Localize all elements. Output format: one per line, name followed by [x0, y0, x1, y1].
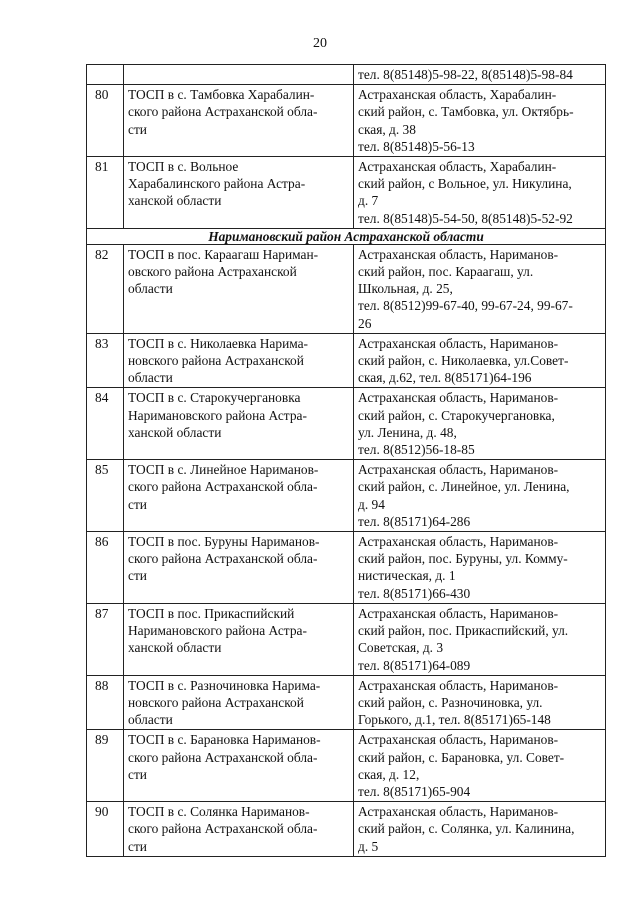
table-row — [87, 460, 606, 532]
row-number: 82 — [87, 244, 124, 333]
name-line: ханской области — [128, 424, 222, 440]
address-line: ский район, пос. Прикаспийский, ул. — [358, 623, 569, 639]
address-line: ская, д. 12, — [358, 766, 420, 782]
address-line: ский район, с. Солянка, ул. Калинина, — [358, 821, 575, 837]
office-name — [124, 65, 354, 85]
office-address — [354, 157, 606, 229]
office-name — [124, 532, 354, 604]
table-row — [87, 675, 606, 730]
row-number: 86 — [87, 532, 124, 604]
address-line: ский район, с. Барановка, ул. Совет- — [358, 749, 565, 765]
row-number: 85 — [87, 460, 124, 532]
address-line: ская, д.62, тел. 8(85171)64-196 — [358, 370, 532, 386]
address-line: тел. 8(85171)64-089 — [358, 657, 471, 673]
name-line: ТОСП в с. Тамбовка Харабалин- — [128, 87, 315, 103]
name-line: ского района Астраханской обла- — [128, 104, 318, 120]
name-line: ТОСП в пос. Караагаш Нариман- — [128, 246, 319, 262]
table-row — [87, 157, 606, 229]
name-line: новского района Астраханской — [128, 353, 304, 369]
office-address — [354, 460, 606, 532]
table-row — [87, 388, 606, 460]
address-line: Астраханская область, Харабалин- — [358, 159, 557, 175]
table-row — [87, 532, 606, 604]
name-line: сти — [128, 766, 147, 782]
address-line: ский район, с. Линейное, ул. Ленина, — [358, 479, 570, 495]
name-line: Наримановского района Астра- — [128, 623, 307, 639]
address-line: д. 94 — [358, 496, 385, 512]
name-line: овского района Астраханской — [128, 264, 297, 280]
name-line: ского района Астраханской обла- — [128, 749, 318, 765]
row-number: 90 — [87, 802, 124, 857]
page-number: 20 — [313, 36, 327, 51]
address-line: Советская, д. 3 — [358, 640, 444, 656]
address-line: тел. 8(85148)5-98-22, 8(85148)5-98-84 — [358, 67, 573, 82]
office-name — [124, 333, 354, 388]
name-line: новского района Астраханской — [128, 694, 304, 710]
name-line: ТОСП в пос. Буруны Нариманов- — [128, 534, 320, 550]
address-line: Астраханская область, Нариманов- — [358, 335, 559, 351]
name-line: ТОСП в с. Николаевка Нарима- — [128, 335, 309, 351]
row-number — [87, 65, 124, 85]
name-line: области — [128, 281, 173, 297]
address-line: Астраханская область, Нариманов- — [358, 390, 559, 406]
office-name — [124, 460, 354, 532]
office-name — [124, 603, 354, 675]
name-line: ского района Астраханской обла- — [128, 479, 318, 495]
address-line: нистическая, д. 1 — [358, 568, 456, 584]
section-row — [87, 228, 606, 244]
name-line: области — [128, 712, 173, 728]
office-address — [354, 730, 606, 802]
table-row — [87, 603, 606, 675]
office-address — [354, 244, 606, 333]
address-line: тел. 8(8512)56-18-85 — [358, 442, 475, 458]
section-title: Наримановский район Астраханской области — [87, 228, 606, 244]
address-line: 26 — [358, 315, 372, 331]
table-row — [87, 802, 606, 857]
address-line: д. 7 — [358, 193, 379, 209]
address-line: ский район, с Вольное, ул. Никулина, — [358, 176, 572, 192]
row-number: 87 — [87, 603, 124, 675]
office-address — [354, 333, 606, 388]
address-line: тел. 8(85171)65-904 — [358, 783, 471, 799]
address-line: тел. 8(85148)5-56-13 — [358, 138, 475, 154]
address-line: Астраханская область, Нариманов- — [358, 732, 559, 748]
name-line: сти — [128, 838, 147, 854]
address-line: тел. 8(85171)64-286 — [358, 513, 471, 529]
table-row — [87, 85, 606, 157]
address-line: Астраханская область, Нариманов- — [358, 462, 559, 478]
office-address — [354, 603, 606, 675]
name-line: ТОСП в с. Разночиновка Нарима- — [128, 677, 321, 693]
table-row — [87, 730, 606, 802]
office-address — [354, 85, 606, 157]
address-line: д. 5 — [358, 838, 379, 854]
row-number: 83 — [87, 333, 124, 388]
name-line: сти — [128, 496, 147, 512]
name-line: ТОСП в с. Линейное Нариманов- — [128, 462, 319, 478]
office-address — [354, 675, 606, 730]
address-line: Школьная, д. 25, — [358, 281, 453, 297]
address-line: ский район, пос. Буруны, ул. Комму- — [358, 551, 568, 567]
address-line: тел. 8(85171)66-430 — [358, 585, 471, 601]
office-name — [124, 85, 354, 157]
office-name — [124, 388, 354, 460]
office-name — [124, 675, 354, 730]
address-line: ский район, с. Старокучергановка, — [358, 407, 555, 423]
office-name — [124, 730, 354, 802]
address-line: Горького, д.1, тел. 8(85171)65-148 — [358, 712, 551, 728]
address-line: ская, д. 38 — [358, 121, 416, 137]
address-line: Астраханская область, Нариманов- — [358, 677, 559, 693]
name-line: ского района Астраханской обла- — [128, 821, 318, 837]
office-address — [354, 802, 606, 857]
address-line: тел. 8(8512)99-67-40, 99-67-24, 99-67- — [358, 298, 573, 314]
name-line: ТОСП в с. Барановка Нариманов- — [128, 732, 321, 748]
name-line: Наримановского района Астра- — [128, 407, 307, 423]
name-line: Харабалинского района Астра- — [128, 176, 306, 192]
name-line: ханской области — [128, 640, 222, 656]
row-number: 80 — [87, 85, 124, 157]
office-address — [354, 388, 606, 460]
address-line: ул. Ленина, д. 48, — [358, 424, 457, 440]
name-line: области — [128, 370, 173, 386]
address-line: Астраханская область, Нариманов- — [358, 804, 559, 820]
row-number: 81 — [87, 157, 124, 229]
row-number: 88 — [87, 675, 124, 730]
office-name — [124, 802, 354, 857]
name-line: ского района Астраханской обла- — [128, 551, 318, 567]
address-line: ский район, с. Разночиновка, ул. — [358, 694, 543, 710]
name-line: сти — [128, 568, 147, 584]
row-number: 89 — [87, 730, 124, 802]
address-line: ский район, с. Тамбовка, ул. Октябрь- — [358, 104, 574, 120]
table-row — [87, 244, 606, 333]
tosp-table — [86, 64, 606, 857]
office-name — [124, 157, 354, 229]
table-row — [87, 65, 606, 85]
name-line: ТОСП в с. Вольное — [128, 159, 239, 175]
name-line: ТОСП в пос. Прикаспийский — [128, 605, 295, 621]
address-line: Астраханская область, Нариманов- — [358, 605, 559, 621]
office-name — [124, 244, 354, 333]
office-address — [354, 532, 606, 604]
office-address — [354, 65, 606, 85]
name-line: сти — [128, 121, 147, 137]
name-line: ТОСП в с. Солянка Нариманов- — [128, 804, 310, 820]
name-line: ханской области — [128, 193, 222, 209]
address-line: Астраханская область, Харабалин- — [358, 87, 557, 103]
address-line: Астраханская область, Нариманов- — [358, 246, 559, 262]
address-line: ский район, с. Николаевка, ул.Совет- — [358, 353, 569, 369]
table-row — [87, 333, 606, 388]
name-line: ТОСП в с. Старокучергановка — [128, 390, 301, 406]
address-line: тел. 8(85148)5-54-50, 8(85148)5-52-92 — [358, 210, 573, 226]
address-line: Астраханская область, Нариманов- — [358, 534, 559, 550]
address-line: ский район, пос. Караагаш, ул. — [358, 264, 534, 280]
row-number: 84 — [87, 388, 124, 460]
